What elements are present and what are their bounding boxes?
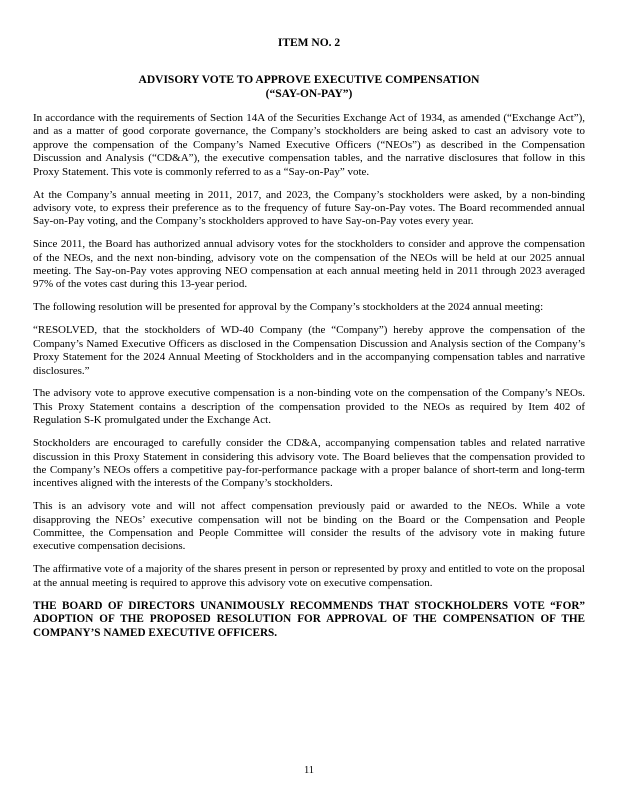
resolution-paragraph: “RESOLVED, that the stockholders of WD-40 Company (the “Company”) hereby approve the compensation of the Company’s Named Executive Officers as disclosed in the Compensation Discussion and Analysis section of the Company’s Proxy Statement for the 2024 Annual Meeting of Stockholders and in the accompanying compensation tables and narrative disclosures.” <box>33 324 585 377</box>
paragraph: The affirmative vote of a majority of the shares present in person or represented by proxy and entitled to vote on the proposal at the annual meeting is required to approve this advisory vote on executive compensation. <box>33 563 585 589</box>
page-subtitle: (“SAY-ON-PAY”) <box>265 87 353 100</box>
board-recommendation: THE BOARD OF DIRECTORS UNANIMOUSLY RECOMMENDS THAT STOCKHOLDERS VOTE “FOR” ADOPTION OF THE PROPOSED RESOLUTION FOR APPROVAL OF THE COMPENSATION OF THE COMPANY’S NAMED EXECUTIVE OFFICERS. <box>33 599 585 639</box>
page-number: 11 <box>303 765 315 776</box>
item-number-heading: ITEM NO. 2 <box>277 37 341 49</box>
document-body <box>33 112 585 640</box>
document-header <box>33 37 585 101</box>
page-title: ADVISORY VOTE TO APPROVE EXECUTIVE COMPENSATION <box>138 74 480 86</box>
paragraph: In accordance with the requirements of Section 14A of the Securities Exchange Act of 1934, as amended (“Exchange Act”), and as a matter of good corporate governance, the Company’s stockholders are being asked to cast an advisory vote to approve the compensation of the Company’s Named Executive Officers (“NEOs”) as described in the Compensation Discussion and Analysis (“CD&A”), the executive compensation tables, and the narrative disclosures that follow in this Proxy Statement. This vote is commonly referred to as a “Say-on-Pay” vote. <box>33 112 585 178</box>
paragraph: The advisory vote to approve executive compensation is a non-binding vote on the compensation of the Company’s NEOs. This Proxy Statement contains a description of the compensation provided to the NEOs as required by Item 402 of Regulation S-K promulgated under the Exchange Act. <box>33 387 585 427</box>
paragraph: This is an advisory vote and will not affect compensation previously paid or awarded to the NEOs. While a vote disapproving the NEOs’ executive compensation will not be binding on the Board or the Compensation and People Committee, the Compensation and People Committee will consider the results of the advisory vote in making future executive compensation decisions. <box>33 500 585 553</box>
paragraph: The following resolution will be presented for approval by the Company’s stockholders at the 2024 annual meeting: <box>33 301 544 314</box>
paragraph: Stockholders are encouraged to carefully consider the CD&A, accompanying compensation tables and related narrative discussion in this Proxy Statement in considering this advisory vote. The Board believes that the compensation provided to the Company’s NEOs offers a competitive pay-for-performance package with a proper balance of short-term and long-term incentives aligned with the interests of the Company’s stockholders. <box>33 437 585 490</box>
paragraph: Since 2011, the Board has authorized annual advisory votes for the stockholders to consider and approve the compensation of the NEOs, and the next non-binding, advisory vote on the compensation of the NEOs will be held at our 2025 annual meeting. The Say-on-Pay votes approving NEO compensation at each annual meeting held in 2011 through 2023 averaged 97% of the votes cast during this 13-year period. <box>33 238 585 291</box>
paragraph: At the Company’s annual meeting in 2011, 2017, and 2023, the Company’s stockholders were asked, by a non-binding advisory vote, to express their preference as to the frequency of future Say-on-Pay votes. The Board recommended annual Say-on-Pay voting, and the Company’s stockholders approved to have Say-on-Pay votes every year. <box>33 188 585 228</box>
